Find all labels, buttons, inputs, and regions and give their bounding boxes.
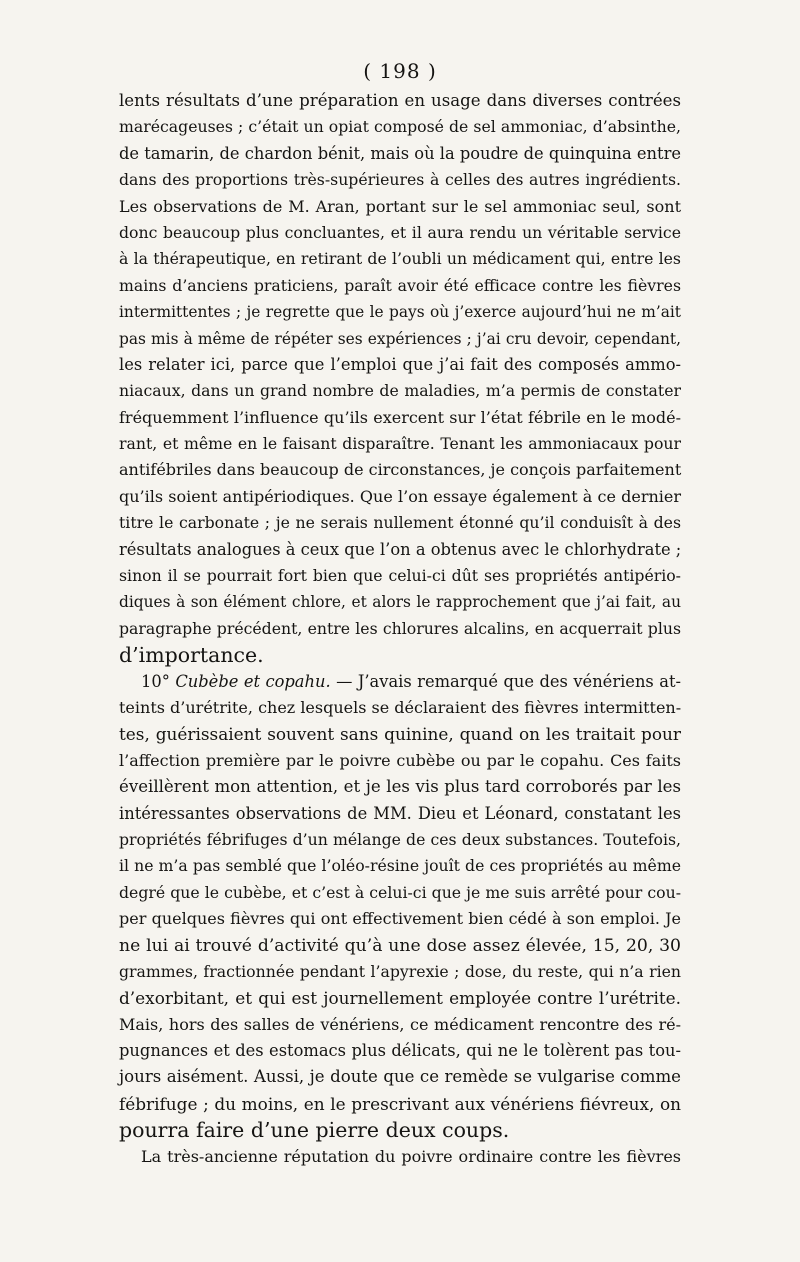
text-line: donc beaucoup plus concluantes, et il aura rendu un véritable service	[119, 222, 681, 242]
section-number: 10°	[141, 671, 170, 691]
text-line: intéressantes observations de MM. Dieu et Léonard, constatant les	[119, 803, 681, 823]
text-line: pourra faire d’une pierre deux coups.	[119, 1118, 510, 1143]
text-line: d’importance.	[119, 643, 264, 668]
text-line: diques à son élément chlore, et alors le rapprochement que j’ai fait, au	[119, 593, 681, 612]
text-line: dans des proportions très-supérieures à celles des autres ingrédients.	[119, 170, 681, 190]
paragraph-ammoniacaux	[119, 88, 681, 669]
section-heading-line	[119, 669, 681, 695]
text-line: titre le carbonate ; je ne serais nullement étonné qu’il conduisît à des	[119, 513, 681, 533]
section-first-line-text: — J’avais remarqué que des vénériens at-	[330, 671, 681, 691]
text-line: ne lui ai trouvé d’activité qu’à une dose assez élevée, 15, 20, 30	[119, 935, 681, 956]
text-line: marécageuses ; c’était un opiat composé de sel ammoniac, d’absinthe,	[119, 117, 681, 137]
text-line: de tamarin, de chardon bénit, mais où la poudre de quinquina entre	[119, 143, 681, 163]
paragraph-poivre-ordinaire	[119, 1144, 681, 1170]
text-line: il ne m’a pas semblé que l’oléo-résine jouît de ces propriétés au même	[119, 856, 681, 876]
text-line: La très-ancienne réputation du poivre ordinaire contre les fièvres	[141, 1146, 681, 1166]
text-line: fréquemment l’influence qu’ils exercent sur l’état fébrile en le modé-	[119, 407, 681, 427]
body-text	[119, 88, 681, 1170]
section-title: Cubèbe et copahu.	[175, 671, 331, 691]
text-line: intermittentes ; je regrette que le pays où j’exerce aujourd’hui ne m’ait	[119, 303, 681, 322]
text-line: les relater ici, parce que l’emploi que j’ai fait des composés ammo-	[119, 354, 681, 374]
paragraph-cubebe-copahu	[119, 669, 681, 1144]
text-line: pugnances et des estomacs plus délicats, qui ne le tolèrent pas tou-	[119, 1041, 681, 1061]
text-line: fébrifuge ; du moins, en le prescrivant aux vénériens fiévreux, on	[119, 1093, 681, 1114]
text-line: lents résultats d’une préparation en usage dans diverses contrées	[119, 91, 681, 110]
text-line: paragraphe précédent, entre les chlorures alcalins, en acquerrait plus	[119, 618, 681, 638]
text-line: d’exorbitant, et qui est journellement employée contre l’urétrite.	[119, 988, 681, 1009]
text-line: à la thérapeutique, en retirant de l’oubli un médicament qui, entre les	[119, 249, 681, 269]
text-line: antifébriles dans beaucoup de circonstances, je conçois parfaitement	[119, 460, 682, 480]
text-line: pas mis à même de répéter ses expériences ; j’ai cru devoir, cependant,	[119, 329, 681, 348]
text-line: sinon il se pourrait fort bien que celui-ci dût ses propriétés antipério-	[119, 566, 681, 586]
text-line: propriétés fébrifuges d’un mélange de ces deux substances. Toutefois,	[119, 829, 681, 849]
text-line: degré que le cubèbe, et c’est à celui-ci que je me suis arrêté pour cou-	[119, 882, 681, 902]
text-line: rant, et même en le faisant disparaître. Tenant les ammoniacaux pour	[119, 434, 681, 454]
text-line: résultats analogues à ceux que l’on a obtenus avec le chlorhydrate ;	[119, 539, 682, 559]
text-line: niacaux, dans un grand nombre de maladies, m’a permis de constater	[119, 381, 681, 401]
text-line: Les observations de M. Aran, portant sur le sel ammoniac seul, sont	[119, 196, 681, 216]
text-line: teints d’urétrite, chez lesquels se déclaraient des fièvres intermitten-	[119, 697, 682, 717]
text-line: qu’ils soient antipériodiques. Que l’on essaye également à ce dernier	[119, 486, 681, 506]
text-line: mains d’anciens praticiens, paraît avoir été efficace contre les fièvres	[119, 275, 681, 295]
text-line: éveillèrent mon attention, et je les vis plus tard corroborés par les	[119, 777, 681, 797]
text-line: jours aisément. Aussi, je doute que ce remède se vulgarise comme	[119, 1067, 681, 1087]
text-line: tes, guérissaient souvent sans quinine, quand on les traitait pour	[119, 724, 681, 745]
text-line: Mais, hors des salles de vénériens, ce médicament rencontre des ré-	[119, 1014, 681, 1034]
text-line: per quelques fièvres qui ont effectivement bien cédé à son emploi. Je	[119, 909, 681, 929]
text-line: l’affection première par le poivre cubèbe ou par le copahu. Ces faits	[119, 750, 681, 770]
page-number: ( 198 )	[363, 59, 437, 83]
text-line: grammes, fractionnée pendant l’apyrexie ; dose, du reste, qui n’a rien	[119, 961, 681, 981]
